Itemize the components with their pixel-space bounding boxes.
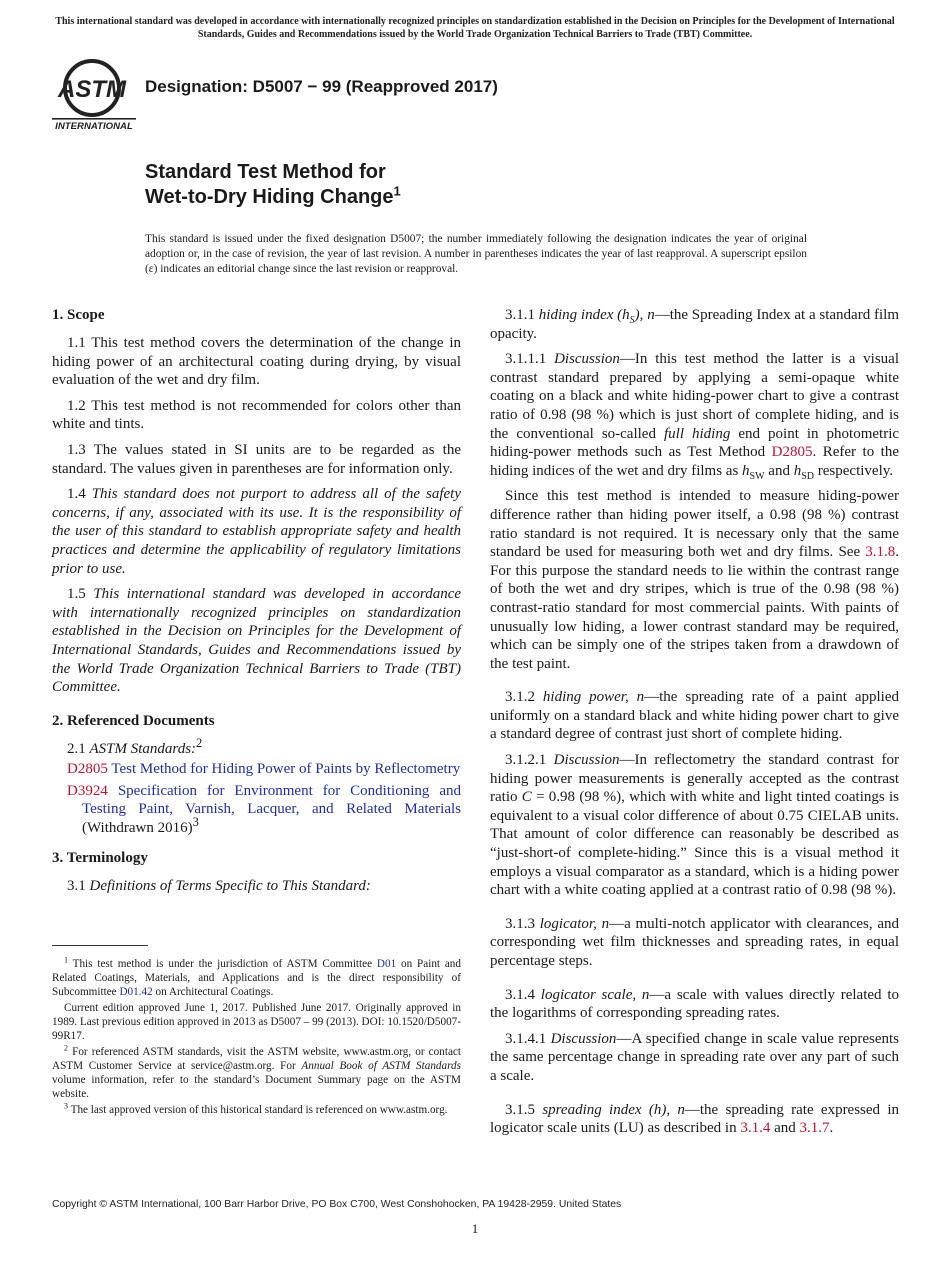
title-footnote-mark: 1: [393, 183, 401, 199]
definition-3-1-1: 3.1.1 hiding index $(h_S)$, n—the Spreading Index at a standard film opacity.: [490, 307, 899, 342]
document-title: [145, 160, 401, 210]
link-d01-42[interactable]: D01.42: [119, 986, 153, 998]
definition-3-1-2: 3.1.2 hiding power, n—the spreading rate of a paint applied uniformly on a standard black and white hiding power chart to give a standard degree of contrast just short of complete hiding.: [490, 689, 899, 743]
terminology-heading: 3. Terminology: [52, 849, 148, 866]
right-column: [490, 306, 899, 1145]
footnote-divider: [52, 945, 148, 946]
section-2-1: 2.1 ASTM Standards:$^2$: [67, 735, 203, 757]
link-d01[interactable]: D01: [376, 958, 397, 970]
link-d3924-title[interactable]: Specification for Environment for Conditioning and Testing Paint, Varnish, Lacquer, and Related Materials: [82, 782, 461, 818]
footnote-1-edition: Current edition approved June 1, 2017. Published June 2017. Originally approved in 1989. Last previous edition approved in 2013 as D5007 – 99 (2013). DOI: 10.1520/D5007-99R17.: [52, 1002, 461, 1042]
standard-notice: This standard is issued under the fixed designation D5007; the number immediately following the designation indicates the year of original adoption or, in the case of revision, the year of last revision. A number in parentheses indicates the year of last reapproval. A superscript epsilon (ε) indicates an editorial change since the last revision or reapproval.: [145, 233, 807, 275]
since-paragraph: Since this test method is intended to measure hiding-power difference rather than hiding power itself, a 0.98 (98 %) contrast ratio standard is not required. It is necessary only that the same standard be used for measuring both wet and dry films. See 3.1.8. For this purpose the standard needs to lie within the contrast range of both the wet and dry stripes, which is true of the 0.98 (98 %) contrast-ratio standard for most commercial paints. With paints of unusually low hiding, a lower contrast standard may be required, which can be simply one of the stripes taken from a drawdown of the test paint.: [490, 488, 900, 672]
section-1-2: 1.2 This test method is not recommended for colors other than white and tints.: [52, 397, 461, 433]
discussion-3-1-2-1: 3.1.2.1 Discussion—In reflectometry the standard contrast for hiding power measurements is generally accepted as the contrast ratio C = 0.98 (98 %), which with white and light tinted coatings is equivalent to a visual color difference of about 0.75 CIELAB units. That amount of color difference can reasonably be described as “just-short-of complete-hiding.” Since this is a visual method it employs a visual comparator as a standard, which is a hiding power chart with a white coating applied at a contrast ratio of 0.98 (98 %).: [490, 752, 900, 899]
definition-3-1-5: 3.1.5 spreading index (h), n—the spreading rate expressed in logicator scale units (LU) as described in 3.1.4 and 3.1.7.: [490, 1101, 900, 1137]
designation: Designation: D5007 − 99 (Reapproved 2017): [145, 77, 498, 96]
section-3-1: 3.1 Definitions of Terms Specific to This Standard:: [67, 877, 371, 894]
link-d2805-inline[interactable]: D2805: [771, 444, 813, 461]
discussion-3-1-4-1: 3.1.4.1 Discussion—A specified change in scale value represents the same percentage change in spreading rate over any part of such a scale.: [490, 1030, 899, 1084]
link-d2805-title[interactable]: Test Method for Hiding Power of Paints by Reflectometry: [111, 761, 461, 778]
logo-wordmark: ASTM: [58, 76, 126, 103]
link-3-1-4[interactable]: 3.1.4: [740, 1120, 771, 1137]
references-heading: 2. Referenced Documents: [52, 712, 215, 729]
title-line-1: Standard Test Method for: [145, 161, 386, 183]
link-d2805[interactable]: D2805: [67, 761, 108, 778]
footnote-3: $^3$ The last approved version of this historical standard is referenced on www.astm.org.: [64, 1101, 448, 1116]
copyright: Copyright © ASTM International, 100 Barr Harbor Drive, PO Box C700, West Conshohocken, PA 19428-2959. United States: [52, 1199, 622, 1210]
logo-subtext: INTERNATIONAL: [55, 121, 133, 132]
link-d3924[interactable]: D3924: [67, 782, 108, 799]
reference-d3924: D3924 Specification for Environment for Conditioning and Testing Paint, Varnish, Lacquer, and Related Materials (Withdrawn 2016)$^3$: [67, 782, 461, 837]
section-1-1: 1.1 This test method covers the determination of the change in hiding power of an architectural coating during drying, by visual evaluation of the wet and dry film.: [52, 335, 461, 389]
left-column: [52, 306, 461, 902]
title-line-2: Wet-to-Dry Hiding Change: [145, 186, 394, 208]
definition-3-1-4: 3.1.4 logicator scale, n—a scale with values directly related to the logarithms of corresponding spreading rates.: [490, 986, 899, 1022]
section-1-3: 1.3 The values stated in SI units are to be regarded as the standard. The values given in parentheses are for information only.: [52, 441, 461, 477]
footnotes: [52, 957, 461, 1119]
page-number: 1: [471, 1221, 479, 1236]
section-1-4: 1.4 This standard does not purport to address all of the safety concerns, if any, associated with its use. It is the responsibility of the user of this standard to establish appropriate safety and health practices and determine the applicability of regulatory limitations prior to use.: [52, 486, 462, 577]
astm-logo: [52, 58, 136, 132]
reference-d2805: [67, 760, 461, 779]
footnote-2: $^2$ For referenced ASTM standards, visit the ASTM website, www.astm.org, or contact ASTM Customer Service at service@astm.org. For Annual Book of ASTM Standards volume information, refer to the standard’s Document Summary page on the ASTM website.: [52, 1043, 461, 1100]
top-notice: This international standard was developed in accordance with internationally recognized principles on standardization established in the Decision on Principles for the Development of International Standards, Guides and Recommendations issued by the World Trade Organization Technical Barriers to Trade (TBT) Committee.: [55, 16, 895, 40]
definition-3-1-3: 3.1.3 logicator, n—a multi-notch applicator with clearances, and corresponding wet film thicknesses and spreading rates, in equal percentage steps.: [490, 915, 900, 969]
link-3-1-7[interactable]: 3.1.7: [799, 1120, 830, 1137]
link-3-1-8[interactable]: 3.1.8: [865, 544, 896, 561]
footnote-1: $^1$ This test method is under the jurisdiction of ASTM Committee D01 on Paint and Related Coatings, Materials, and Applications and is the direct responsibility of Subcommittee D01.42 on Architectural Coatings.: [52, 955, 461, 998]
section-1-5: 1.5 This international standard was developed in accordance with internationally recognized principles on standardization established in the Decision on Principles for the Development of International Standards, Guides and Recommendations issued by the World Trade Organization Technical Barriers to Trade (TBT) Committee.: [52, 586, 462, 696]
scope-heading: 1. Scope: [52, 307, 105, 323]
discussion-3-1-1-1: 3.1.1.1 Discussion—In this test method the latter is a visual contrast standard prepared by applying a semi-opaque white coating on a black and white hiding-power chart to give a contrast ratio of 0.98 (98 %) which is just short of complete hiding, and is the conventional so-called full hiding end point in photometric hiding-power methods such as Test Method D2805. Refer to the hiding indices of the wet and dry films as $h_{SW}$ and $h_{SD}$ respectively.: [490, 351, 900, 482]
